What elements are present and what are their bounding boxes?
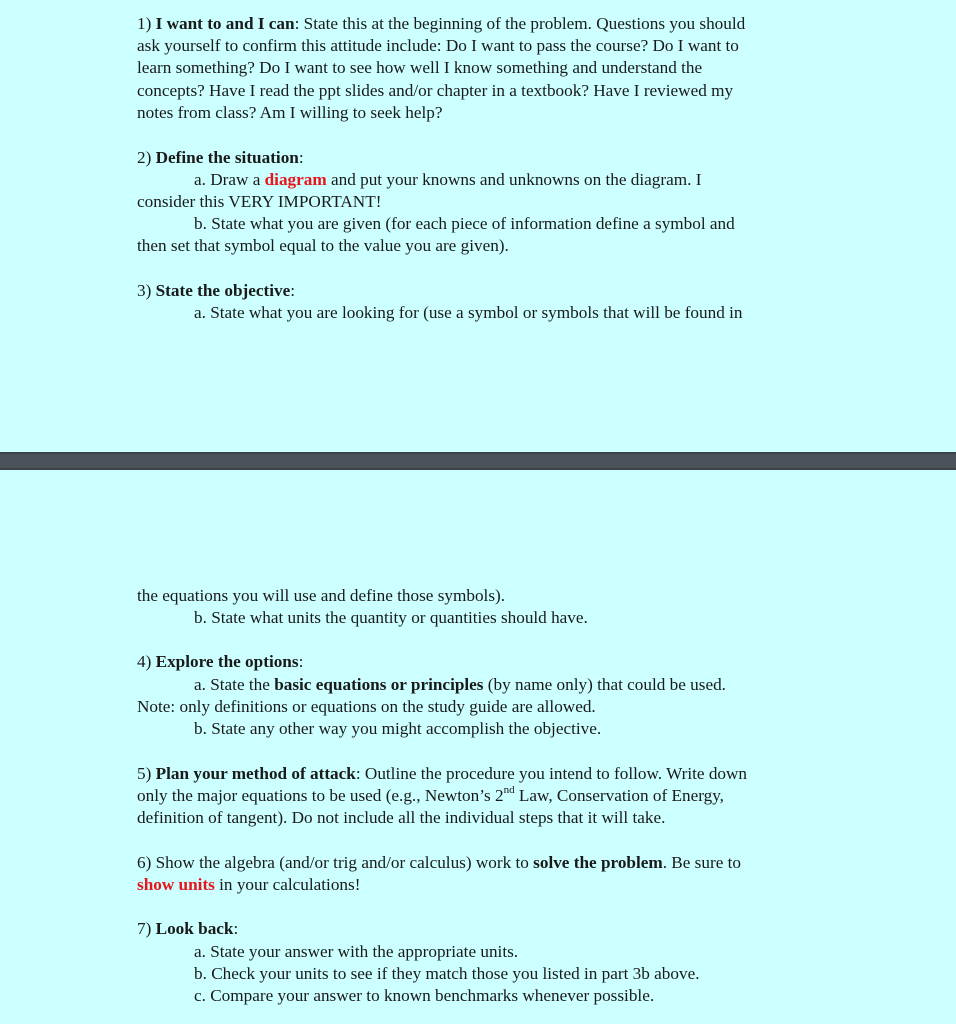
step-2b-line-2: then set that symbol equal to the value you are given).	[137, 236, 509, 255]
step-2-title: Define the situation	[155, 148, 299, 167]
step-4a-line: a. State the basic equations or principles (by name only) that could be used.	[194, 675, 726, 694]
step-2-heading: 2) Define the situation:	[137, 148, 304, 167]
step-1-line-2: ask yourself to confirm this attitude include: Do I want to pass the course? Do I want to	[137, 36, 739, 55]
step-1-line-5: notes from class? Am I willing to seek help?	[137, 103, 443, 122]
step-5-title: Plan your method of attack	[155, 764, 356, 783]
step-4-title: Explore the options	[155, 652, 299, 671]
step-2a-line-2: consider this VERY IMPORTANT!	[137, 192, 382, 211]
solve-the-problem-emphasis: solve the problem	[533, 853, 663, 872]
step-3a-line-1: a. State what you are looking for (use a symbol or symbols that will be found in	[194, 303, 743, 322]
basic-equations-emphasis: basic equations or principles	[274, 675, 484, 694]
step-3a-line-2: the equations you will use and define those symbols).	[137, 586, 506, 605]
step-7-title: Look back	[155, 919, 234, 938]
step-7b-line: b. Check your units to see if they match those you listed in part 3b above.	[194, 964, 700, 983]
step-3-title: State the objective	[155, 281, 291, 300]
step-7-heading: 7) Look back:	[137, 919, 239, 938]
page-break-divider	[0, 452, 956, 470]
step-5-line-3: definition of tangent). Do not include all the individual steps that it will take.	[137, 808, 666, 827]
step-4-note: Note: only definitions or equations on the study guide are allowed.	[137, 697, 596, 716]
document-page-1	[0, 0, 956, 452]
show-units-highlight: show units	[137, 875, 215, 894]
step-1-line-1: 1) I want to and I can: State this at the beginning of the problem. Questions you should	[137, 14, 746, 33]
step-5-line-1: 5) Plan your method of attack: Outline the procedure you intend to follow. Write down	[137, 764, 748, 783]
step-2b-line-1: b. State what you are given (for each piece of information define a symbol and	[194, 214, 735, 233]
step-6-line-2: show units in your calculations!	[137, 875, 361, 894]
step-4-heading: 4) Explore the options:	[137, 652, 304, 671]
step-1-line-3: learn something? Do I want to see how well I know something and understand the	[137, 58, 703, 77]
step-7a-line: a. State your answer with the appropriate units.	[194, 942, 519, 961]
step-3b-line: b. State what units the quantity or quantities should have.	[194, 608, 588, 627]
step-6-line-1: 6) Show the algebra (and/or trig and/or calculus) work to solve the problem. Be sure to	[137, 853, 741, 872]
step-5-line-2: only the major equations to be used (e.g., Newton’s 2nd Law, Conservation of Energy,	[137, 784, 724, 805]
document-page-2	[0, 470, 956, 1024]
step-3-heading: 3) State the objective:	[137, 281, 295, 300]
step-1-line-4: concepts? Have I read the ppt slides and/or chapter in a textbook? Have I reviewed my	[137, 81, 734, 100]
step-2a-line-1: a. Draw a diagram and put your knowns and unknowns on the diagram. I	[194, 170, 702, 189]
step-7c-line: c. Compare your answer to known benchmarks whenever possible.	[194, 986, 655, 1005]
diagram-highlight: diagram	[264, 170, 327, 189]
step-1-title: I want to and I can	[155, 14, 295, 33]
step-4b-line: b. State any other way you might accomplish the objective.	[194, 719, 602, 738]
